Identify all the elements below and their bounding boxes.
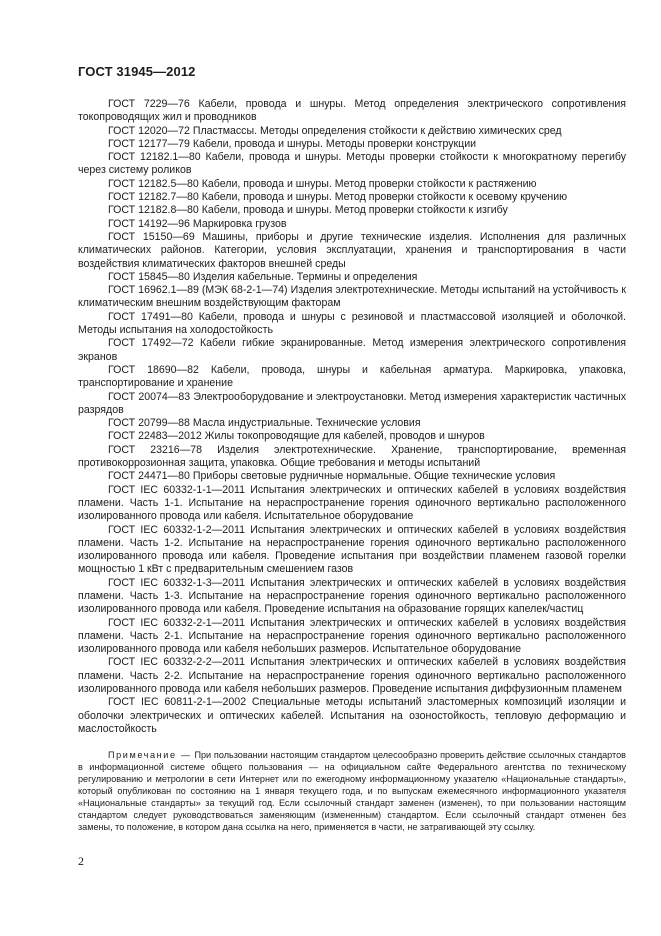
reference-item: ГОСТ 7229—76 Кабели, провода и шнуры. Метод определения электрического сопротивления токопроводящих жил и проводников xyxy=(78,98,626,124)
reference-item: ГОСТ 14192—96 Маркировка грузов xyxy=(108,217,287,230)
reference-item: ГОСТ IEC 60332-2-2—2011 Испытания электрических и оптических кабелей в условиях воздействия пламени. Часть 2-2. Испытание на нераспространение горения одиночного вертикально расположенного изолированного провода или кабеля небольших размеров. Проведение испытания диффузионным пламенем xyxy=(78,656,626,696)
reference-item: ГОСТ 12020—72 Пластмассы. Методы определения стойкости к действию химических сред xyxy=(108,124,562,137)
reference-item: ГОСТ 23216—78 Изделия электротехнические. Хранение, транспортирование, временная противокоррозионная защита, упаковка. Общие требования и методы испытаний xyxy=(78,443,626,470)
reference-item: ГОСТ 12182.7—80 Кабели, провода и шнуры. Метод проверки стойкости к осевому кручению xyxy=(108,191,568,204)
reference-item: ГОСТ IEC 60332-2-1—2011 Испытания электрических и оптических кабелей в условиях воздействия пламени. Часть 2-1. Испытание на нераспространение горения одиночного вертикально расположенного изолированного провода или кабеля небольших размеров. Испытательное оборудование xyxy=(78,616,626,656)
reference-item: ГОСТ 16962.1—89 (МЭК 68-2-1—74) Изделия электротехнические. Методы испытаний на устойчивость к климатическим внешним воздействующим факторам xyxy=(78,284,626,310)
note-text: При пользовании настоящим стандартом целесообразно проверить действие ссылочных стандартов в информационной системе общего пользования — на официальном сайте Федерального агентства по техническому регулированию и метрологии в сети Интернет или по ежегодному информационному указателю «Национальные стандарты», который опубликован по состоянию на 1 января текущего года, и по выпускам ежемесячного информационного указателя «Национальные стандарты» за текущий год. Если ссылочный стандарт заменен (изменен), то при пользовании настоящим стандартом следует руководствоваться заменяющим (измененным) стандартом. Если ссылочный стандарт отменен без замены, то положение, в котором дана ссылка на него, применяется в части, не затрагивающей эту ссылку. xyxy=(78,750,626,832)
reference-item: ГОСТ IEC 60332-1-3—2011 Испытания электрических и оптических кабелей в условиях воздействия пламени. Часть 1-3. Испытание на нераспространение горения одиночного вертикально расположенного изолированного провода или кабеля. Проведение испытания на образование горящих капелек/частиц xyxy=(78,576,626,616)
reference-item: ГОСТ 15845—80 Изделия кабельные. Термины и определения xyxy=(108,270,418,283)
page-number: 2 xyxy=(78,854,84,868)
reference-item: ГОСТ IEC 60811-2-1—2002 Специальные методы испытаний эластомерных композиций изоляции и оболочки электрических и оптических кабелей. Испытания на озоностойкость, тепловую деформацию и маслостойкость xyxy=(78,696,626,735)
note-label: Примечание — xyxy=(108,750,192,761)
document-header: ГОСТ 31945—2012 xyxy=(78,64,196,79)
reference-item: ГОСТ 22483—2012 Жилы токопроводящие для кабелей, проводов и шнуров xyxy=(108,430,485,443)
note-paragraph xyxy=(78,750,626,833)
reference-item: ГОСТ 12182.5—80 Кабели, провода и шнуры. Метод проверки стойкости к растяжению xyxy=(108,177,537,190)
reference-item: ГОСТ 17491—80 Кабели, провода и шнуры с резиновой и пластмассовой изоляцией и оболочкой. Методы испытания на холодостойкость xyxy=(78,310,626,337)
reference-item: ГОСТ 24471—80 Приборы световые рудничные нормальные. Общие технические условия xyxy=(108,470,556,483)
reference-item: ГОСТ 12177—79 Кабели, провода и шнуры. Методы проверки конструкции xyxy=(108,137,477,150)
reference-item: ГОСТ 20799—88 Масла индустриальные. Технические условия xyxy=(108,417,421,430)
normative-references xyxy=(78,98,626,843)
reference-item: ГОСТ 12182.8—80 Кабели, провода и шнуры. Метод проверки стойкости к изгибу xyxy=(108,204,508,217)
reference-item: ГОСТ 15150—69 Машины, приборы и другие технические изделия. Исполнения для различных климатических районов. Категории, условия эксплуатации, хранения и транспортирования в части воздействия климатических факторов внешней среды xyxy=(78,230,626,270)
reference-item: ГОСТ 20074—83 Электрооборудование и электроустановки. Метод измерения характеристик частичных разрядов xyxy=(78,390,626,416)
reference-item: ГОСТ 12182.1—80 Кабели, провода и шнуры. Методы проверки стойкости к многократному перегибу через систему роликов xyxy=(78,151,626,177)
reference-item: ГОСТ 18690—82 Кабели, провода, шнуры и кабельная арматура. Маркировка, упаковка, транспортирование и хранение xyxy=(78,363,626,390)
reference-item: ГОСТ IEC 60332-1-1—2011 Испытания электрических и оптических кабелей в условиях воздействия пламени. Часть 1-1. Испытание на нераспространение горения одиночного вертикально расположенного изолированного провода или кабеля. Испытательное оборудование xyxy=(78,483,626,523)
reference-item: ГОСТ IEC 60332-1-2—2011 Испытания электрических и оптических кабелей в условиях воздействия пламени. Часть 1-2. Испытание на нераспространение горения одиночного вертикально расположенного изолированного провода или кабеля. Проведение испытания при воздействии пламенем газовой горелки мощностью 1 кВт с предварительным смешением газов xyxy=(78,523,626,576)
reference-item: ГОСТ 17492—72 Кабели гибкие экранированные. Метод измерения электрического сопротивления экранов xyxy=(78,337,626,363)
